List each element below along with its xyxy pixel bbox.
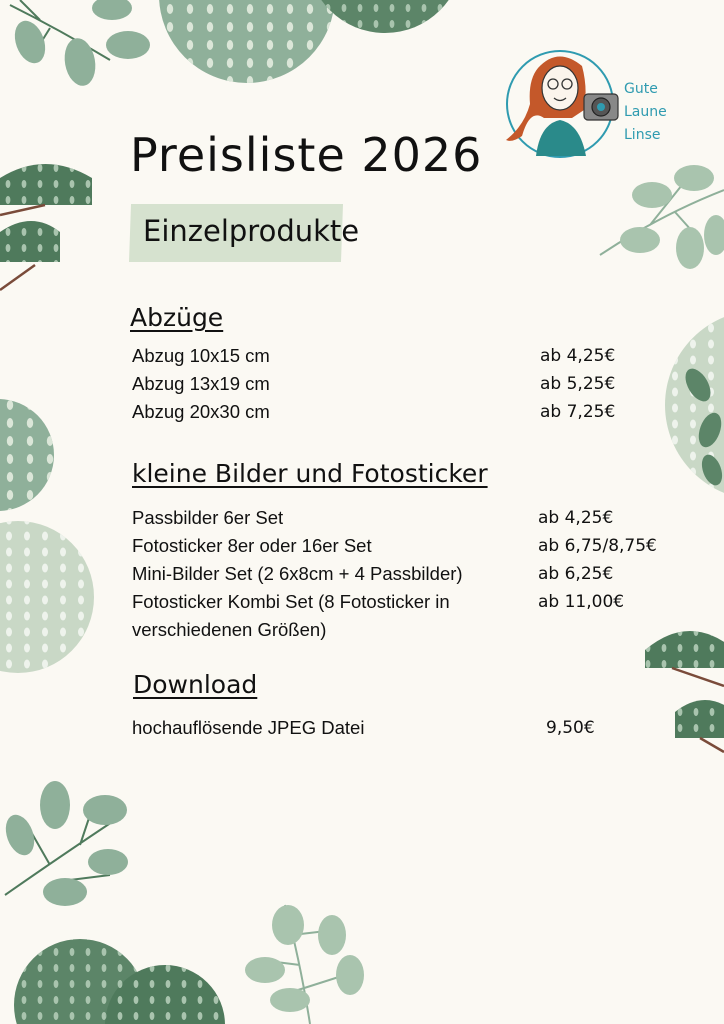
- item-price: ab 4,25€: [540, 346, 616, 366]
- logo: [500, 48, 690, 160]
- item-price: ab 11,00€: [538, 592, 625, 612]
- item-price: ab 6,75/8,75€: [538, 536, 657, 556]
- item-name: Fotosticker Kombi Set (8 Fotosticker in: [132, 591, 450, 612]
- section-heading-prints: Abzüge: [130, 303, 224, 332]
- category-tag-label: Einzelprodukte: [143, 214, 360, 248]
- branch-bottom-center-icon: [245, 905, 364, 1024]
- section-heading-small-pictures: kleine Bilder und Fotosticker: [132, 459, 488, 488]
- item-price: ab 6,25€: [538, 564, 614, 584]
- item-name-continued: verschiedenen Größen): [132, 619, 327, 640]
- logo-line-3: Linse: [624, 127, 661, 143]
- item-name: Mini-Bilder Set (2 6x8cm + 4 Passbilder): [132, 563, 463, 584]
- item-price: 9,50€: [546, 718, 595, 738]
- leaf-cluster-right-icon: [680, 364, 724, 488]
- item-name: hochauflösende JPEG Datei: [132, 717, 365, 738]
- item-price: ab 5,25€: [540, 374, 616, 394]
- item-name: Fotosticker 8er oder 16er Set: [132, 535, 372, 556]
- item-name: Passbilder 6er Set: [132, 507, 284, 528]
- item-name: Abzug 13x19 cm: [132, 373, 270, 394]
- branch-top-right-icon: [600, 165, 724, 269]
- tree-right-icon: [645, 631, 724, 752]
- item-name: Abzug 10x15 cm: [132, 345, 270, 366]
- item-price: ab 7,25€: [540, 402, 616, 422]
- item-name: Abzug 20x30 cm: [132, 401, 270, 422]
- branch-bottom-left-icon: [1, 781, 128, 906]
- tree-left-icon: [0, 164, 92, 290]
- page-title: Preisliste 2026: [130, 128, 483, 182]
- logo-line-2: Laune: [624, 104, 667, 120]
- branch-top-left-icon: [9, 0, 150, 88]
- section-heading-download: Download: [133, 670, 258, 699]
- item-price: ab 4,25€: [538, 508, 614, 528]
- logo-line-1: Gute: [624, 81, 658, 97]
